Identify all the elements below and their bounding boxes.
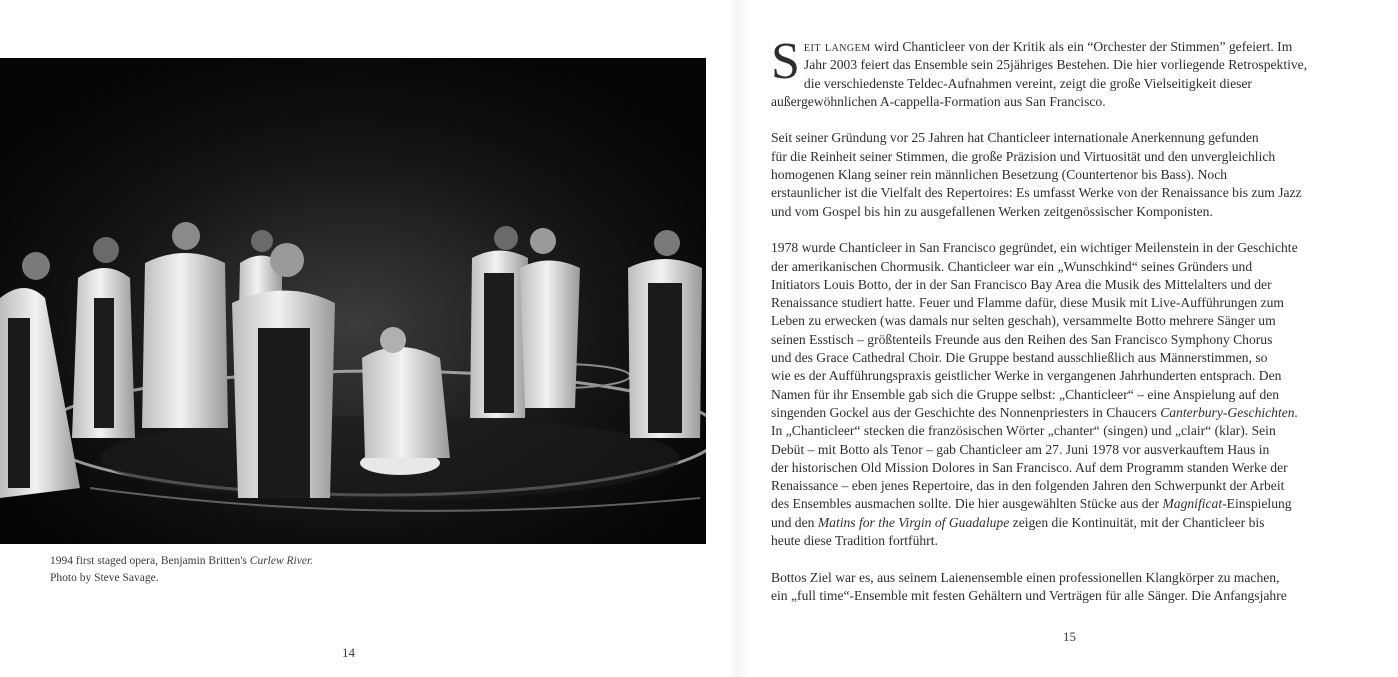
text-line: Debüt – mit Botto als Tenor – gab Chanticleer am 27. Juni 1978 vor ausverkauftem Haus in [771, 441, 1270, 457]
drop-cap: S [771, 33, 800, 90]
text-line: die verschiedenste Teldec-Aufnahmen vereint, zeigt die große Vielseitigkeit dieser [803, 75, 1252, 91]
paragraph-4 [771, 569, 1366, 606]
text-line: wird Chanticleer von der Kritik als ein “Orchester der Stimmen” gefeiert. Im [870, 39, 1293, 54]
text-line: 1978 wurde Chanticleer in San Francisco gegründet, ein wichtiger Meilenstein in der Geschichte [771, 240, 1298, 256]
text-line: singenden Gockel aus der Geschichte des Nonnenpriesters in Chaucers [771, 404, 1161, 420]
text-line: In „Chanticleer“ stecken die französischen Wörter „chanter“ (singen) und „clair“ (klar). Sein [771, 423, 1276, 439]
text-line: -Einspielung [1222, 496, 1292, 512]
page-number-right: 15 [1063, 629, 1076, 644]
text-line: und des Grace Cathedral Choir. Die Gruppe bestand ausschließlich aus Männerstimmen, so [771, 350, 1268, 366]
text-line: wie es der Aufführungspraxis geistlicher Werke in vergangenen Jahrhunderten entsprach. Den [771, 368, 1282, 384]
text-line: Renaissance studiert hatte. Feuer und Flamme dafür, diese Musik mit Live-Aufführungen zum [771, 295, 1284, 311]
text-line: außergewöhnlichen A-cappella-Formation aus San Francisco. [771, 93, 1106, 109]
paragraph-1 [771, 33, 1366, 111]
text-line: und vom Gospel bis hin zu ausgefallenen Werken zeitgenössischer Komponisten. [771, 203, 1213, 219]
page-number-left: 14 [342, 645, 355, 660]
work-title: Matins for the Virgin of Guadalupe [817, 514, 1010, 530]
stage-photo [0, 58, 706, 544]
text-line: heute diese Tradition fortführt. [771, 533, 938, 549]
work-title: Magnificat [1162, 496, 1223, 512]
text-line: Seit seiner Gründung vor 25 Jahren hat Chanticleer internationale Anerkennung gefunden [771, 130, 1259, 146]
caption-credit: Photo by Steve Savage. [50, 572, 159, 584]
paragraph-3 [771, 239, 1366, 550]
small-caps-lead: eit langem [803, 39, 871, 54]
paragraph-2 [771, 129, 1366, 220]
text-line: und den [771, 514, 818, 530]
text-line: für die Reinheit seiner Stimmen, die große Präzision und Virtuosität und den unvergleichlich [771, 148, 1276, 164]
text-line: des Ensembles ausmachen sollte. Die hier ausgewählten Stücke aus der [771, 496, 1163, 512]
text-line: Jahr 2003 feiert das Ensemble sein 25jähriges Bestehen. Die hier vorliegende Retrospektive, [803, 57, 1308, 73]
text-line: der historischen Old Mission Dolores in San Francisco. Auf dem Programm standen Werke der [771, 459, 1288, 475]
photo-caption [50, 553, 610, 587]
text-line: homogenen Klang seiner rein männlichen Besetzung (Countertenor bis Bass). Noch [771, 167, 1228, 183]
text-line: Bottos Ziel war es, aus seinem Laienensemble einen professionellen Klangkörper zu machen, [771, 569, 1280, 585]
work-title: Canterbury-Geschichten. [1160, 404, 1298, 420]
text-line: der amerikanischen Chormusik. Chanticleer war ein „Wunschkind“ seines Gründers und [771, 258, 1253, 274]
body-text [771, 33, 1366, 624]
book-gutter [728, 0, 750, 677]
text-line: Leben zu erwecken (was damals nur selten geschah), versammelte Botto mehrere Sänger um [771, 313, 1276, 329]
text-line: Renaissance – eben jenes Repertoire, das in den folgenden Jahren den Schwerpunkt der Arbeit [771, 478, 1285, 494]
text-line: erstaunlicher ist die Vielfalt des Repertoires: Es umfasst Werke von der Renaissance bis zum Jazz [771, 185, 1302, 201]
text-line: Initiators Louis Botto, der in der San Francisco Bay Area die Musik des Mittelalters und der [771, 276, 1272, 292]
text-line: ein „full time“-Ensemble mit festen Gehältern und Verträgen für alle Sänger. Die Anfangsjahre [771, 587, 1287, 603]
text-line: zeigen die Kontinuität, mit der Chanticleer bis [1009, 514, 1265, 530]
caption-opera-title: Curlew River. [249, 555, 314, 567]
text-line: seinen Esstisch – größtenteils Freunde aus den Reihen des San Francisco Symphony Chorus [771, 331, 1273, 347]
caption-text: 1994 first staged opera, Benjamin Britten's [50, 555, 250, 567]
text-line: Namen für ihr Ensemble gab sich die Gruppe selbst: „Chanticleer“ – eine Anspielung auf den [771, 386, 1280, 402]
